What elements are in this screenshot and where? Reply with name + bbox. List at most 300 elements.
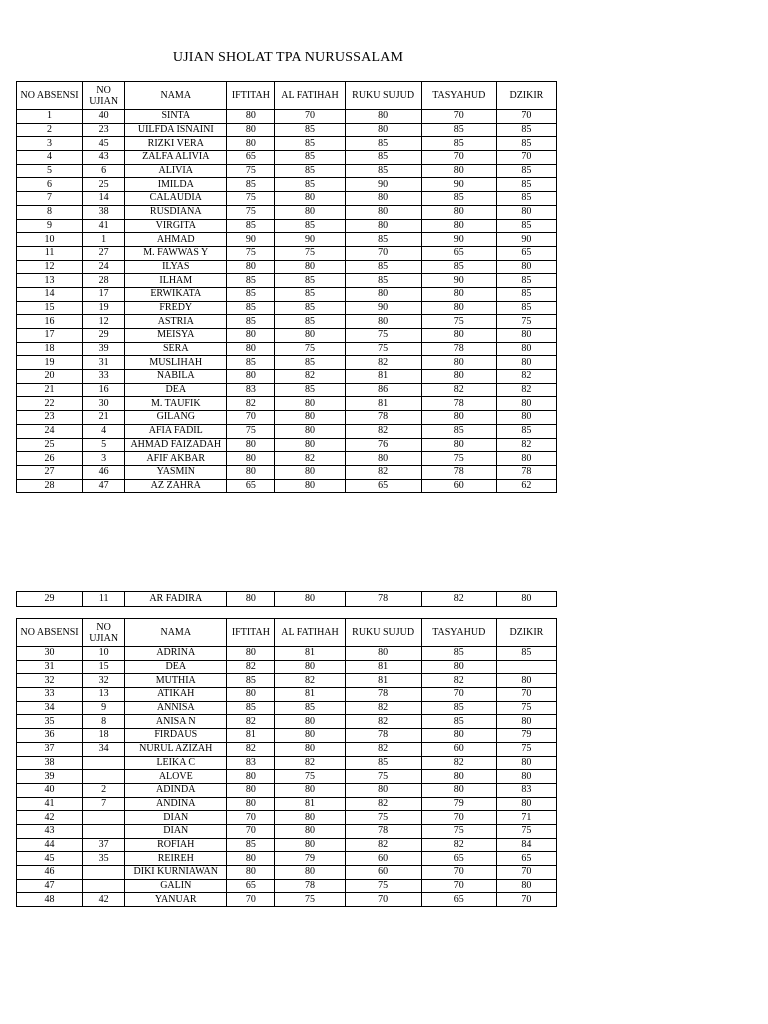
cell-ruku-sujud: 78: [345, 688, 421, 702]
cell-tasyahud: 80: [421, 219, 496, 233]
cell-al-fatihah: 85: [275, 315, 345, 329]
cell-no-ujian: 25: [83, 178, 125, 192]
cell-dzikir: 79: [496, 729, 556, 743]
cell-no-ujian: 32: [83, 674, 125, 688]
cell-no-absensi: 22: [17, 397, 83, 411]
cell-tasyahud: 70: [421, 110, 496, 124]
cell-no-ujian: 1: [83, 233, 125, 247]
table-row: [17, 370, 557, 384]
cell-dzikir: 85: [496, 123, 556, 137]
cell-no-absensi: 34: [17, 701, 83, 715]
cell-iftitah: 82: [227, 715, 275, 729]
cell-tasyahud: 82: [421, 592, 496, 607]
cell-nama: AHMAD FAIZADAH: [125, 438, 227, 452]
table-row: [17, 164, 557, 178]
cell-nama: RIZKI VERA: [125, 137, 227, 151]
cell-tasyahud: 70: [421, 879, 496, 893]
cell-no-absensi: 16: [17, 315, 83, 329]
cell-iftitah: 85: [227, 301, 275, 315]
cell-no-absensi: 30: [17, 647, 83, 661]
cell-no-absensi: 5: [17, 164, 83, 178]
table-row: [17, 424, 557, 438]
cell-no-ujian: 18: [83, 729, 125, 743]
cell-dzikir: 80: [496, 770, 556, 784]
cell-ruku-sujud: 70: [345, 893, 421, 907]
cell-dzikir: 85: [496, 178, 556, 192]
cell-iftitah: 85: [227, 315, 275, 329]
cell-dzikir: 70: [496, 893, 556, 907]
cell-no-absensi: 7: [17, 192, 83, 206]
cell-iftitah: 85: [227, 356, 275, 370]
table-row: [17, 178, 557, 192]
cell-ruku-sujud: 80: [345, 192, 421, 206]
cell-tasyahud: 85: [421, 192, 496, 206]
table-row: [17, 315, 557, 329]
table-row: [17, 783, 557, 797]
cell-tasyahud: 80: [421, 356, 496, 370]
cell-dzikir: 90: [496, 233, 556, 247]
table-row: [17, 797, 557, 811]
cell-al-fatihah: 81: [275, 688, 345, 702]
cell-no-ujian: 2: [83, 783, 125, 797]
cell-dzikir: 80: [496, 411, 556, 425]
cell-ruku-sujud: 80: [345, 315, 421, 329]
cell-al-fatihah: 81: [275, 797, 345, 811]
table-row: [17, 824, 557, 838]
cell-no-absensi: 33: [17, 688, 83, 702]
cell-ruku-sujud: 85: [345, 137, 421, 151]
cell-iftitah: 80: [227, 342, 275, 356]
cell-nama: ANISA N: [125, 715, 227, 729]
cell-iftitah: 65: [227, 479, 275, 493]
header-iftitah: IFTITAH: [227, 619, 275, 647]
cell-iftitah: 80: [227, 465, 275, 479]
cell-dzikir: 70: [496, 151, 556, 165]
cell-nama: NABILA: [125, 370, 227, 384]
cell-dzikir: 80: [496, 715, 556, 729]
cell-ruku-sujud: 90: [345, 178, 421, 192]
cell-dzikir: 85: [496, 164, 556, 178]
cell-tasyahud: 78: [421, 342, 496, 356]
table-row: [17, 301, 557, 315]
table-row: [17, 465, 557, 479]
cell-al-fatihah: 80: [275, 397, 345, 411]
cell-no-ujian: 19: [83, 301, 125, 315]
cell-iftitah: 80: [227, 592, 275, 607]
cell-dzikir: 82: [496, 383, 556, 397]
cell-tasyahud: 85: [421, 701, 496, 715]
cell-no-ujian: 34: [83, 742, 125, 756]
cell-al-fatihah: 80: [275, 783, 345, 797]
cell-no-absensi: 26: [17, 452, 83, 466]
cell-nama: UILFDA ISNAINI: [125, 123, 227, 137]
cell-no-ujian: 12: [83, 315, 125, 329]
table-row: [17, 205, 557, 219]
cell-dzikir: 75: [496, 315, 556, 329]
cell-nama: SERA: [125, 342, 227, 356]
cell-dzikir: 85: [496, 192, 556, 206]
header-iftitah: IFTITAH: [227, 82, 275, 110]
cell-no-absensi: 23: [17, 411, 83, 425]
cell-nama: M. FAWWAS Y: [125, 246, 227, 260]
cell-iftitah: 65: [227, 879, 275, 893]
cell-al-fatihah: 85: [275, 301, 345, 315]
cell-no-ujian: 14: [83, 192, 125, 206]
cell-nama: AZ ZAHRA: [125, 479, 227, 493]
cell-al-fatihah: 75: [275, 342, 345, 356]
cell-nama: IMILDA: [125, 178, 227, 192]
cell-tasyahud: 82: [421, 383, 496, 397]
cell-iftitah: 82: [227, 742, 275, 756]
cell-iftitah: 80: [227, 688, 275, 702]
cell-dzikir: 78: [496, 465, 556, 479]
cell-dzikir: 75: [496, 742, 556, 756]
cell-no-ujian: 46: [83, 465, 125, 479]
cell-no-ujian: 47: [83, 479, 125, 493]
cell-ruku-sujud: 86: [345, 383, 421, 397]
cell-al-fatihah: 80: [275, 592, 345, 607]
cell-tasyahud: 90: [421, 274, 496, 288]
table-row: [17, 688, 557, 702]
cell-no-absensi: 31: [17, 660, 83, 674]
cell-no-absensi: 32: [17, 674, 83, 688]
table-row: [17, 110, 557, 124]
cell-al-fatihah: 85: [275, 178, 345, 192]
cell-ruku-sujud: 80: [345, 452, 421, 466]
cell-ruku-sujud: 75: [345, 770, 421, 784]
cell-tasyahud: 85: [421, 137, 496, 151]
cell-iftitah: 85: [227, 178, 275, 192]
cell-dzikir: 85: [496, 137, 556, 151]
scores-table-3: [16, 618, 557, 907]
cell-no-absensi: 8: [17, 205, 83, 219]
cell-no-ujian: 40: [83, 110, 125, 124]
cell-nama: REIREH: [125, 852, 227, 866]
cell-no-ujian: 21: [83, 411, 125, 425]
cell-no-absensi: 25: [17, 438, 83, 452]
cell-nama: DIAN: [125, 824, 227, 838]
cell-no-ujian: [83, 770, 125, 784]
cell-no-ujian: 38: [83, 205, 125, 219]
cell-nama: DIAN: [125, 811, 227, 825]
cell-ruku-sujud: 80: [345, 287, 421, 301]
cell-ruku-sujud: 85: [345, 164, 421, 178]
cell-no-ujian: 9: [83, 701, 125, 715]
cell-iftitah: 80: [227, 452, 275, 466]
cell-iftitah: 80: [227, 110, 275, 124]
cell-no-absensi: 37: [17, 742, 83, 756]
cell-tasyahud: 82: [421, 756, 496, 770]
cell-no-absensi: 47: [17, 879, 83, 893]
cell-iftitah: 85: [227, 274, 275, 288]
cell-no-absensi: 38: [17, 756, 83, 770]
cell-iftitah: 75: [227, 424, 275, 438]
cell-no-absensi: 11: [17, 246, 83, 260]
table-row: [17, 729, 557, 743]
cell-ruku-sujud: 76: [345, 438, 421, 452]
cell-dzikir: 75: [496, 824, 556, 838]
cell-al-fatihah: 80: [275, 329, 345, 343]
cell-no-absensi: 39: [17, 770, 83, 784]
cell-nama: ROFIAH: [125, 838, 227, 852]
cell-dzikir: 70: [496, 866, 556, 880]
cell-iftitah: 80: [227, 647, 275, 661]
cell-dzikir: 82: [496, 438, 556, 452]
cell-tasyahud: 85: [421, 260, 496, 274]
table-row: [17, 219, 557, 233]
table-row: [17, 192, 557, 206]
cell-no-absensi: 27: [17, 465, 83, 479]
cell-al-fatihah: 81: [275, 647, 345, 661]
cell-al-fatihah: 82: [275, 452, 345, 466]
header-al-fatihah: AL FATIHAH: [275, 82, 345, 110]
cell-nama: RUSDIANA: [125, 205, 227, 219]
cell-no-absensi: 15: [17, 301, 83, 315]
cell-al-fatihah: 85: [275, 219, 345, 233]
table-row: [17, 742, 557, 756]
cell-ruku-sujud: 75: [345, 329, 421, 343]
cell-tasyahud: 80: [421, 783, 496, 797]
cell-iftitah: 70: [227, 811, 275, 825]
cell-al-fatihah: 80: [275, 715, 345, 729]
cell-nama: ERWIKATA: [125, 287, 227, 301]
cell-ruku-sujud: 78: [345, 411, 421, 425]
cell-nama: ATIKAH: [125, 688, 227, 702]
cell-dzikir: 84: [496, 838, 556, 852]
table-row: [17, 287, 557, 301]
cell-no-ujian: 27: [83, 246, 125, 260]
cell-no-absensi: 43: [17, 824, 83, 838]
scores-table-1: [16, 81, 557, 493]
cell-ruku-sujud: 80: [345, 123, 421, 137]
header-row: [17, 619, 557, 647]
cell-ruku-sujud: 70: [345, 246, 421, 260]
cell-dzikir: 85: [496, 287, 556, 301]
cell-nama: SINTA: [125, 110, 227, 124]
cell-no-absensi: 14: [17, 287, 83, 301]
header-dzikir: DZIKIR: [496, 82, 556, 110]
cell-iftitah: 80: [227, 123, 275, 137]
cell-no-absensi: 28: [17, 479, 83, 493]
table-row: [17, 701, 557, 715]
cell-tasyahud: 65: [421, 246, 496, 260]
cell-nama: AFIF AKBAR: [125, 452, 227, 466]
cell-no-absensi: 9: [17, 219, 83, 233]
cell-iftitah: 80: [227, 438, 275, 452]
header-no-ujian: NO UJIAN: [83, 82, 125, 110]
cell-ruku-sujud: 78: [345, 824, 421, 838]
cell-nama: ANNISA: [125, 701, 227, 715]
cell-tasyahud: 75: [421, 452, 496, 466]
cell-nama: ILHAM: [125, 274, 227, 288]
cell-al-fatihah: 79: [275, 852, 345, 866]
cell-iftitah: 85: [227, 219, 275, 233]
cell-tasyahud: 65: [421, 893, 496, 907]
cell-iftitah: 82: [227, 660, 275, 674]
table-row: [17, 479, 557, 493]
cell-dzikir: 85: [496, 219, 556, 233]
cell-no-ujian: 31: [83, 356, 125, 370]
cell-dzikir: 75: [496, 701, 556, 715]
table-row: [17, 356, 557, 370]
cell-no-ujian: 10: [83, 647, 125, 661]
cell-tasyahud: 90: [421, 233, 496, 247]
cell-nama: MUTHIA: [125, 674, 227, 688]
cell-tasyahud: 80: [421, 411, 496, 425]
header-al-fatihah: AL FATIHAH: [275, 619, 345, 647]
cell-dzikir: 80: [496, 356, 556, 370]
table-row: [17, 770, 557, 784]
cell-no-absensi: 4: [17, 151, 83, 165]
header-ruku-sujud: RUKU SUJUD: [345, 82, 421, 110]
cell-tasyahud: 79: [421, 797, 496, 811]
cell-tasyahud: 80: [421, 164, 496, 178]
cell-no-absensi: 19: [17, 356, 83, 370]
cell-nama: ILYAS: [125, 260, 227, 274]
cell-tasyahud: 78: [421, 465, 496, 479]
cell-al-fatihah: 85: [275, 287, 345, 301]
cell-ruku-sujud: 85: [345, 756, 421, 770]
cell-no-ujian: 42: [83, 893, 125, 907]
cell-al-fatihah: 90: [275, 233, 345, 247]
cell-no-ujian: 37: [83, 838, 125, 852]
cell-tasyahud: 80: [421, 660, 496, 674]
cell-tasyahud: 85: [421, 424, 496, 438]
table-row: [17, 329, 557, 343]
cell-ruku-sujud: 75: [345, 879, 421, 893]
cell-ruku-sujud: 78: [345, 592, 421, 607]
cell-iftitah: 80: [227, 370, 275, 384]
cell-nama: DEA: [125, 383, 227, 397]
cell-no-ujian: 6: [83, 164, 125, 178]
cell-nama: YASMIN: [125, 465, 227, 479]
cell-ruku-sujud: 75: [345, 342, 421, 356]
cell-ruku-sujud: 81: [345, 660, 421, 674]
cell-iftitah: 75: [227, 246, 275, 260]
table-row: [17, 383, 557, 397]
cell-no-absensi: 13: [17, 274, 83, 288]
cell-nama: AR FADIRA: [125, 592, 227, 607]
table-row: [17, 852, 557, 866]
table-row: [17, 397, 557, 411]
table-row: [17, 715, 557, 729]
table-row: [17, 246, 557, 260]
cell-al-fatihah: 80: [275, 438, 345, 452]
cell-tasyahud: 80: [421, 729, 496, 743]
table-row: [17, 879, 557, 893]
cell-ruku-sujud: 80: [345, 783, 421, 797]
cell-nama: ANDINA: [125, 797, 227, 811]
table-row: [17, 151, 557, 165]
cell-nama: GILANG: [125, 411, 227, 425]
cell-no-absensi: 44: [17, 838, 83, 852]
cell-nama: MUSLIHAH: [125, 356, 227, 370]
cell-tasyahud: 60: [421, 479, 496, 493]
cell-ruku-sujud: 80: [345, 219, 421, 233]
cell-tasyahud: 60: [421, 742, 496, 756]
cell-ruku-sujud: 82: [345, 838, 421, 852]
table-row: [17, 647, 557, 661]
cell-iftitah: 75: [227, 164, 275, 178]
cell-no-ujian: 35: [83, 852, 125, 866]
cell-no-absensi: 45: [17, 852, 83, 866]
cell-dzikir: 65: [496, 246, 556, 260]
table-row: [17, 452, 557, 466]
page-title: UJIAN SHOLAT TPA NURUSSALAM: [172, 50, 404, 65]
cell-tasyahud: 82: [421, 838, 496, 852]
cell-al-fatihah: 82: [275, 674, 345, 688]
cell-iftitah: 83: [227, 756, 275, 770]
cell-al-fatihah: 80: [275, 411, 345, 425]
cell-al-fatihah: 85: [275, 137, 345, 151]
cell-no-ujian: 43: [83, 151, 125, 165]
cell-al-fatihah: 82: [275, 370, 345, 384]
header-row: [17, 82, 557, 110]
cell-ruku-sujud: 85: [345, 274, 421, 288]
cell-al-fatihah: 85: [275, 123, 345, 137]
header-no-absensi: NO ABSENSI: [17, 619, 83, 647]
cell-iftitah: 81: [227, 729, 275, 743]
cell-dzikir: 80: [496, 756, 556, 770]
cell-ruku-sujud: 80: [345, 647, 421, 661]
cell-dzikir: 80: [496, 397, 556, 411]
cell-nama: AHMAD: [125, 233, 227, 247]
cell-tasyahud: 85: [421, 647, 496, 661]
cell-tasyahud: 70: [421, 811, 496, 825]
cell-no-ujian: 7: [83, 797, 125, 811]
cell-ruku-sujud: 82: [345, 715, 421, 729]
cell-ruku-sujud: 80: [345, 205, 421, 219]
cell-no-absensi: 17: [17, 329, 83, 343]
cell-ruku-sujud: 90: [345, 301, 421, 315]
cell-al-fatihah: 85: [275, 274, 345, 288]
cell-ruku-sujud: 60: [345, 852, 421, 866]
cell-tasyahud: 85: [421, 123, 496, 137]
table-row: [17, 137, 557, 151]
header-ruku-sujud: RUKU SUJUD: [345, 619, 421, 647]
cell-ruku-sujud: 85: [345, 233, 421, 247]
cell-ruku-sujud: 81: [345, 397, 421, 411]
cell-tasyahud: 80: [421, 329, 496, 343]
cell-tasyahud: 80: [421, 770, 496, 784]
cell-al-fatihah: 70: [275, 110, 345, 124]
cell-dzikir: 80: [496, 674, 556, 688]
cell-no-ujian: 3: [83, 452, 125, 466]
cell-nama: AFIA FADIL: [125, 424, 227, 438]
cell-dzikir: 85: [496, 424, 556, 438]
cell-no-ujian: 11: [83, 592, 125, 607]
cell-ruku-sujud: 78: [345, 729, 421, 743]
cell-al-fatihah: 80: [275, 424, 345, 438]
cell-nama: NURUL AZIZAH: [125, 742, 227, 756]
cell-no-ujian: 23: [83, 123, 125, 137]
cell-no-ujian: 29: [83, 329, 125, 343]
header-no-absensi: NO ABSENSI: [17, 82, 83, 110]
cell-nama: VIRGITA: [125, 219, 227, 233]
cell-al-fatihah: 80: [275, 465, 345, 479]
cell-al-fatihah: 80: [275, 205, 345, 219]
cell-iftitah: 80: [227, 852, 275, 866]
cell-nama: CALAUDIA: [125, 192, 227, 206]
cell-dzikir: 62: [496, 479, 556, 493]
cell-dzikir: 82: [496, 370, 556, 384]
cell-no-absensi: 21: [17, 383, 83, 397]
cell-no-ujian: 4: [83, 424, 125, 438]
cell-no-absensi: 40: [17, 783, 83, 797]
cell-ruku-sujud: 81: [345, 370, 421, 384]
cell-dzikir: 70: [496, 110, 556, 124]
scores-table-2: [16, 591, 557, 607]
